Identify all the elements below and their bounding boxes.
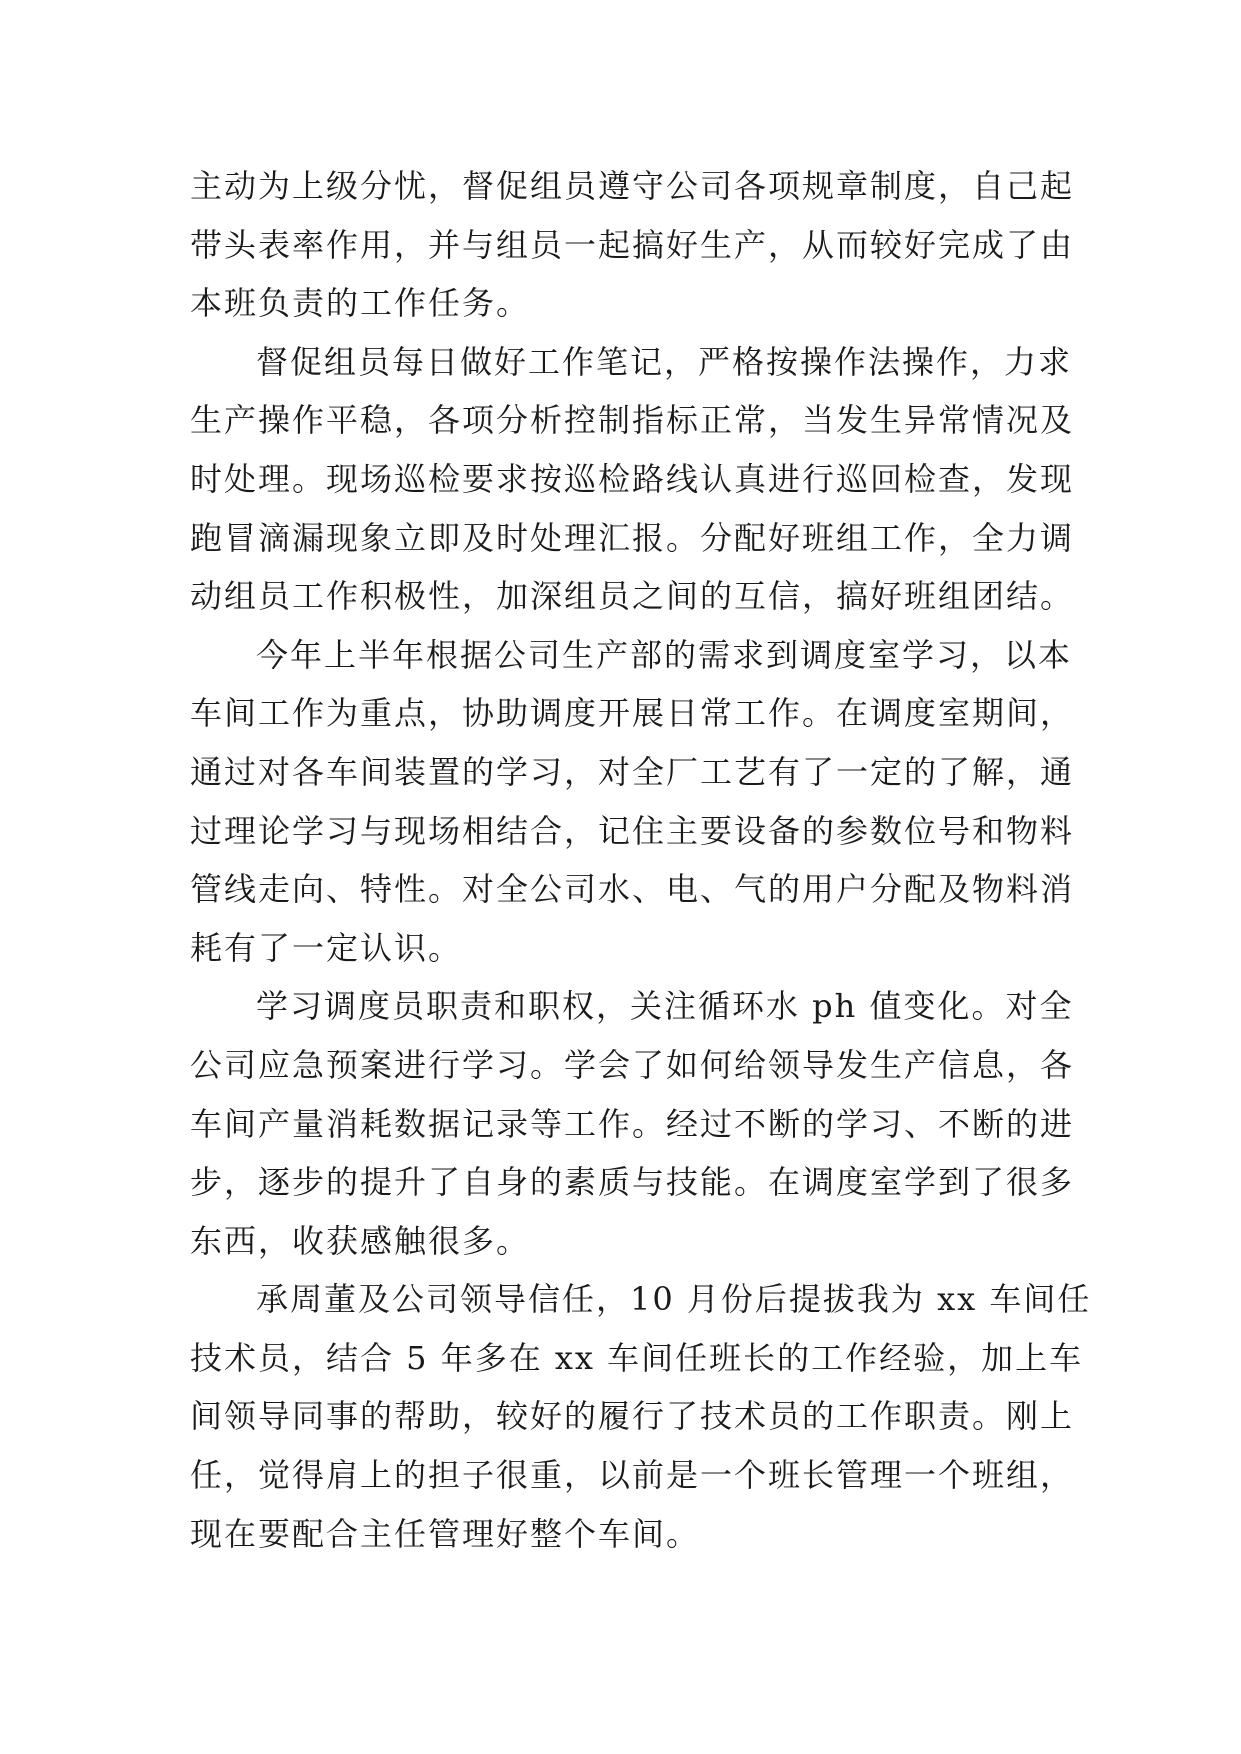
text-line: 步，逐步的提升了自身的素质与技能。在调度室学到了很多 (190, 1163, 1075, 1202)
text-line: 本班负责的工作任务。 (190, 284, 531, 323)
paragraph-first-line: 承周董及公司领导信任，10 月份后提拔我为 xx 车间任 (256, 1280, 1092, 1319)
text-line: 带头表率作用，并与组员一起搞好生产，从而较好完成了由 (190, 225, 1075, 264)
text-line: 公司应急预案进行学习。学会了如何给领导发生产信息，各 (190, 1045, 1075, 1084)
paragraph-first-line: 学习调度员职责和职权，关注循环水 ph 值变化。对全 (256, 987, 1074, 1026)
text-line: 过理论学习与现场相结合，记住主要设备的参数位号和物料 (190, 811, 1075, 850)
body-text (190, 157, 1092, 1563)
text-line: 技术员，结合 5 年多在 xx 车间任班长的工作经验，加上车 (190, 1338, 1084, 1377)
text-line: 现在要配合主任管理好整个车间。 (190, 1514, 701, 1553)
text-line: 管线走向、特性。对全公司水、电、气的用户分配及物料消 (190, 870, 1075, 909)
text-line: 主动为上级分忧，督促组员遵守公司各项规章制度，自己起 (190, 167, 1075, 205)
text-line: 跑冒滴漏现象立即及时处理汇报。分配好班组工作，全力调 (190, 518, 1075, 557)
text-line: 通过对各车间装置的学习，对全厂工艺有了一定的了解，通 (190, 752, 1075, 791)
paragraph-first-line: 督促组员每日做好工作笔记，严格按操作法操作，力求 (256, 342, 1073, 381)
text-line: 车间工作为重点，协助调度开展日常工作。在调度室期间， (190, 694, 1075, 733)
text-line: 间领导同事的帮助，较好的履行了技术员的工作职责。刚上 (190, 1397, 1075, 1436)
text-line: 东西，收获感触很多。 (190, 1221, 531, 1260)
text-line: 车间产量消耗数据记录等工作。经过不断的学习、不断的进 (190, 1104, 1075, 1143)
text-line: 时处理。现场巡检要求按巡检路线认真进行巡回检查，发现 (190, 459, 1075, 498)
text-line: 生产操作平稳，各项分析控制指标正常，当发生异常情况及 (190, 401, 1075, 440)
text-line: 动组员工作积极性，加深组员之间的互信，搞好班组团结。 (190, 577, 1075, 616)
paragraph-first-line: 今年上半年根据公司生产部的需求到调度室学习，以本 (256, 635, 1073, 674)
text-line: 耗有了一定认识。 (190, 928, 463, 967)
text-line: 任，觉得肩上的担子很重，以前是一个班长管理一个班组， (190, 1456, 1075, 1495)
